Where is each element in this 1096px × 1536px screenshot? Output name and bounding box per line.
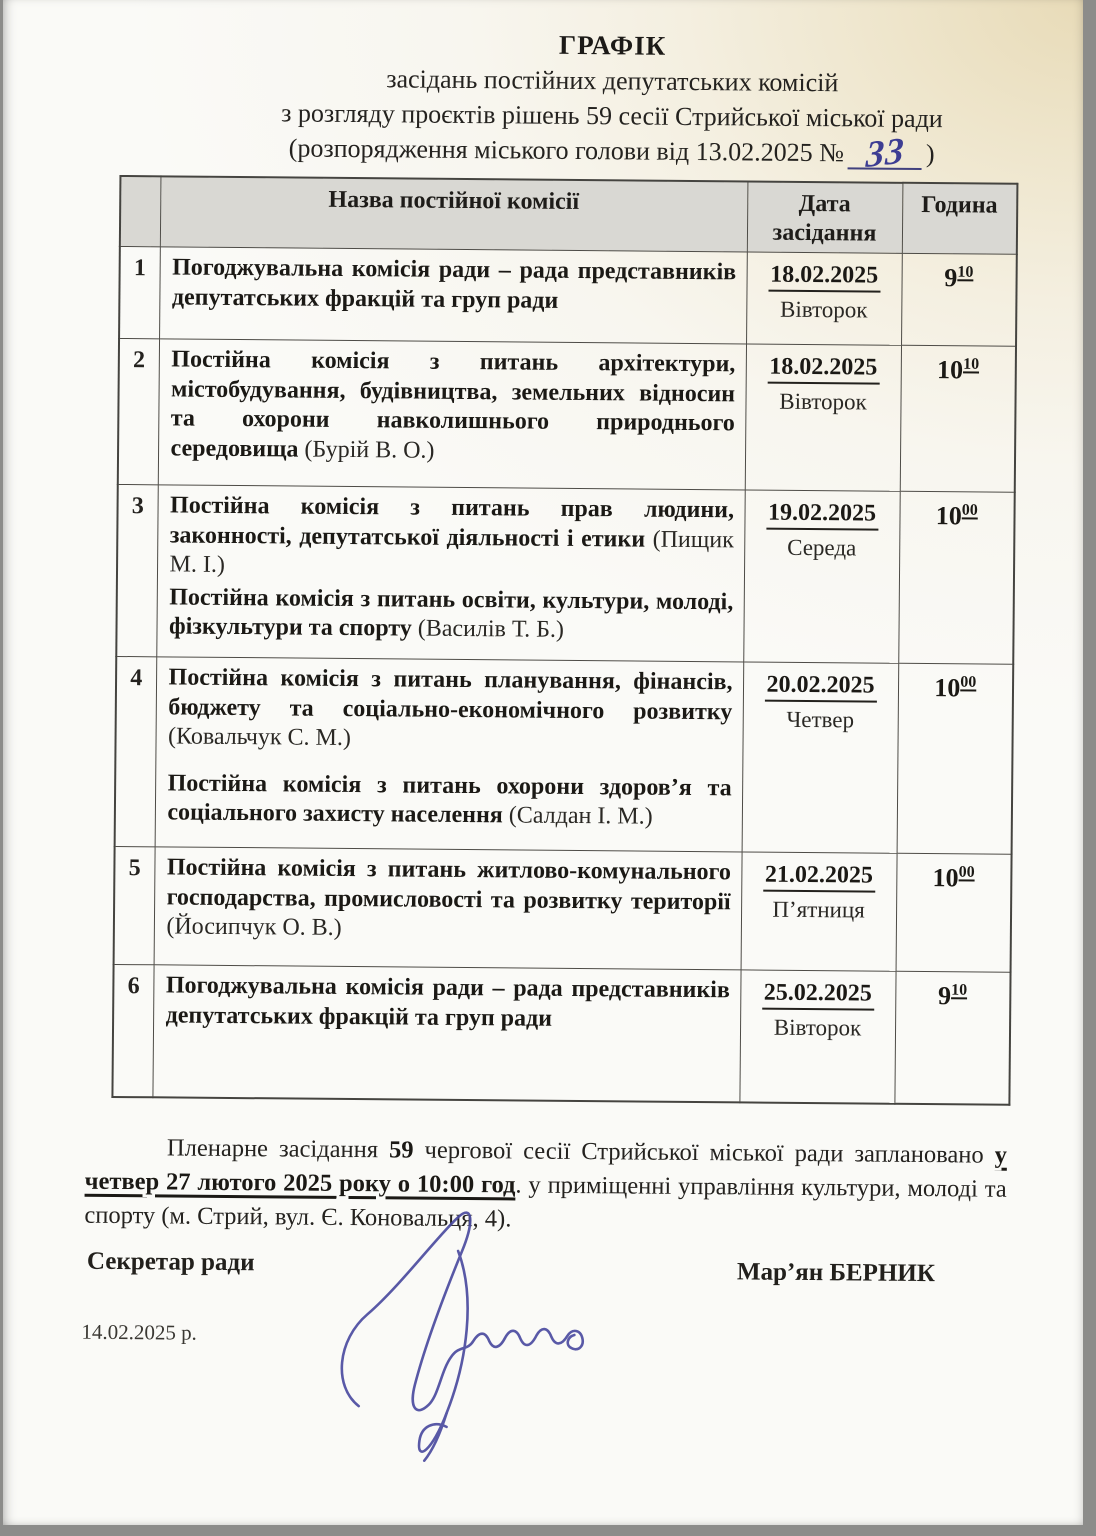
date-cell: [745, 344, 901, 491]
weekday: Вівторок: [779, 296, 868, 323]
schedule-table: [111, 175, 1018, 1105]
commission-name-cell: [155, 657, 744, 852]
commission-head: (Пищик М. І.): [169, 526, 734, 578]
row-number: 1: [119, 246, 160, 338]
header-commission-name: Назва постійної комісії: [160, 176, 748, 252]
commission-head: (Йосипчук О. В.): [166, 913, 342, 941]
order-number-underline: [848, 130, 922, 177]
plenary-seg5: . у приміщенні управління культури, молоді та спорту (м. Стрий, вул. Є. Коновальця, 4).: [84, 1170, 1007, 1232]
header-meeting-date: [747, 181, 903, 253]
weekday: Середа: [787, 534, 857, 561]
order-line-prefix: (розпорядження міського голови від 13.02.2025 №: [288, 133, 845, 168]
meeting-time: $10^{00}$: [932, 863, 975, 893]
document-title: ГРАФІК: [558, 29, 667, 61]
meeting-time: $10^{00}$: [934, 673, 977, 703]
meeting-date: 19.02.2025: [766, 500, 878, 531]
row-number: 4: [115, 656, 157, 846]
table-row-6: [112, 964, 1010, 1104]
commission-head: (Салдан І. М.): [508, 802, 653, 830]
table-row-2: [118, 338, 1016, 492]
commission-head: (Василів Т. Б.): [417, 615, 565, 643]
table-row-1: [119, 246, 1017, 346]
commission-name-cell: [156, 485, 744, 662]
subtitle-line-2: з розгляду проєктів рішень 59 сесії Стрийської міської ради: [281, 98, 943, 134]
subtitle-line-1: засідань постійних депутатських комісій: [386, 64, 839, 98]
commission-head: (Ковальчук С. М.): [167, 723, 352, 752]
signature-scribble: [320, 1198, 622, 1471]
date-cell: [742, 662, 899, 853]
meeting-date: 20.02.2025: [764, 672, 876, 703]
meeting-date: 18.02.2025: [767, 354, 879, 385]
meeting-time: $9^{10}$: [944, 263, 974, 293]
meeting-time: $10^{10}$: [936, 355, 980, 385]
scanned-page: [3, 0, 1083, 1525]
commission-name-cell: [158, 339, 746, 490]
date-cell: [743, 490, 899, 663]
time-cell: [897, 663, 1014, 854]
commission-name: Постійна комісія з питань охорони здоров’я та соціального захисту населення: [167, 769, 732, 829]
order-line-suffix: ): [925, 139, 935, 169]
time-cell: [898, 491, 1014, 664]
commission-name-cell: [154, 847, 742, 970]
plenary-seg3: чергової сесії Стрийської міської ради заплановано: [413, 1136, 995, 1169]
header-time: Година: [902, 183, 1018, 255]
time-cell: [896, 853, 1012, 972]
header-date-line1: Дата: [798, 190, 851, 218]
table-header-row: [120, 176, 1018, 254]
commission-name: Постійна комісія з питань планування, фінансів, бюджету та соціально-економічного розвитку: [168, 664, 733, 725]
plenary-seg1: Пленарне засідання: [166, 1133, 390, 1163]
row-number: 5: [114, 846, 155, 964]
weekday: Вівторок: [773, 1014, 862, 1041]
date-cell: [746, 252, 902, 345]
commission-name-cell: [159, 247, 747, 344]
table-row-5: [114, 846, 1012, 972]
row-number: 6: [112, 964, 153, 1096]
meeting-time: $9^{10}$: [937, 981, 968, 1011]
commission-name: Постійна комісія з питань освіти, культури, молоді, фізкультури та спорту: [168, 583, 734, 642]
date-cell: [739, 970, 895, 1103]
row-number: 3: [116, 484, 157, 656]
meeting-date: 25.02.2025: [762, 980, 874, 1011]
order-line: [172, 129, 1052, 177]
weekday: Четвер: [786, 706, 855, 733]
plenary-datetime: у четвер 27 лютого 2025 року о 10:00 год: [84, 1141, 1008, 1198]
commission-name-cell: [152, 965, 740, 1102]
header-date-line2: засідання: [772, 219, 877, 247]
weekday: Вівторок: [779, 388, 867, 415]
secretary-name: Мар’ян БЕРНИК: [736, 1258, 936, 1288]
commission-name: Погоджувальна комісія ради – рада представників депутатських фракцій та груп ради: [171, 254, 737, 314]
order-number-handwritten: 33: [864, 130, 906, 177]
document-date: 14.02.2025 р.: [81, 1319, 197, 1345]
weekday: П’ятниця: [772, 896, 865, 923]
secretary-role: Секретар ради: [86, 1247, 255, 1277]
commission-name: Постійна комісія з питань архітектури, містобудування, будівництва, земельних відносин та охорони навколишнього природнього середовища: [170, 346, 736, 463]
meeting-date: 21.02.2025: [763, 862, 875, 893]
commission-head: (Бурій В. О.): [304, 436, 435, 464]
time-cell: [901, 253, 1017, 346]
time-cell: [900, 345, 1016, 492]
commission-name: Постійна комісія з питань прав людини, законності, депутатської діяльності і етики: [169, 492, 735, 553]
date-cell: [741, 852, 897, 971]
document-header: [172, 24, 1053, 177]
table-row-4: [115, 656, 1014, 854]
commission-name: Погоджувальна комісія ради – рада представників депутатських фракцій та груп ради: [165, 972, 730, 1032]
time-cell: [894, 971, 1010, 1104]
table-row-3: [116, 484, 1014, 664]
meeting-date: 18.02.2025: [768, 262, 880, 293]
header-number-cell: [120, 176, 161, 247]
commission-name: Постійна комісія з питань житлово-комунального господарства, промисловості та розвитку території: [166, 854, 732, 915]
row-number: 2: [118, 338, 159, 484]
meeting-time: $10^{00}$: [935, 501, 978, 531]
plenary-session-number: 59: [388, 1135, 414, 1164]
